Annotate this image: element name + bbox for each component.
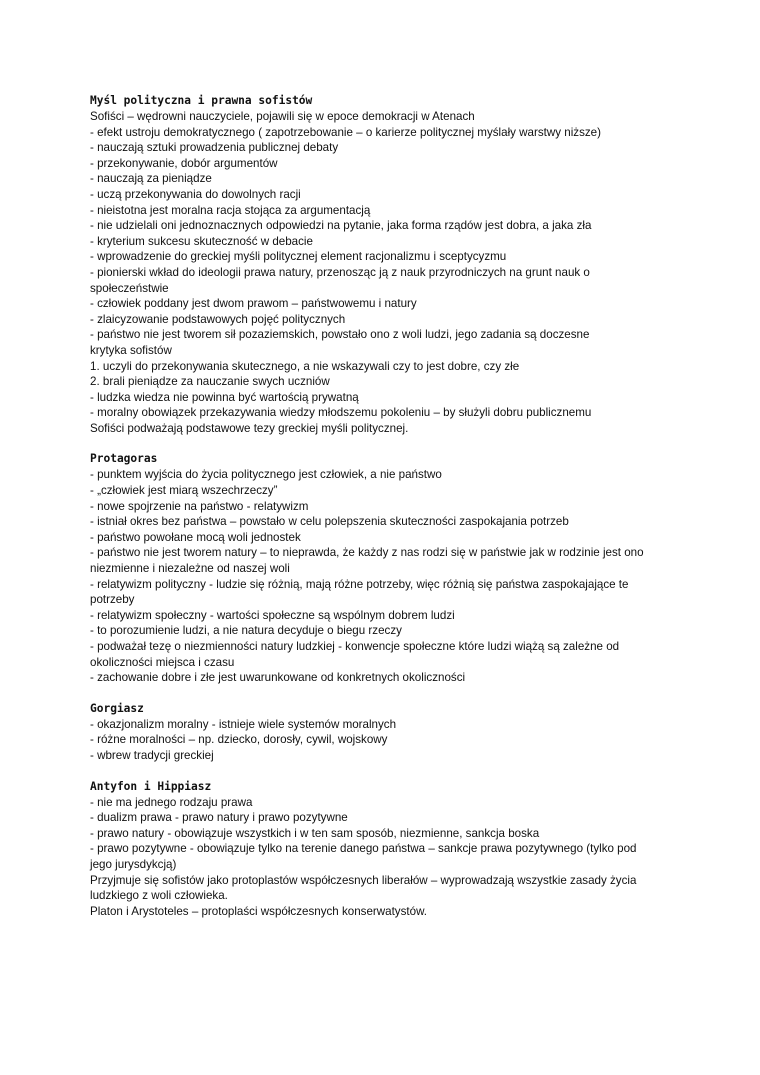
text-line: - nie ma jednego rodzaju prawa — [90, 795, 253, 809]
section-gap — [90, 686, 690, 701]
section-gap — [90, 436, 690, 451]
text-line: okoliczności miejsca i czasu — [90, 655, 235, 669]
section-4 — [90, 779, 690, 920]
text-line: - państwo powołane mocą woli jednostek — [90, 530, 301, 544]
text-line: - nie udzielali oni jednoznacznych odpowiedzi na pytanie, jaka forma rządów jest dobra, a jaka zła — [90, 219, 592, 233]
text-line: Sofiści podważają podstawowe tezy greckiej myśli politycznej. — [90, 421, 409, 435]
document-page — [90, 93, 690, 919]
section-3 — [90, 701, 690, 764]
text-line: - pionierski wkład do ideologii prawa natury, przenosząc ją z nauk przyrodniczych na grunt nauk o — [90, 265, 590, 279]
text-line: - wprowadzenie do greckiej myśli politycznej element racjonalizmu i sceptycyzmu — [90, 250, 507, 264]
text-line: jego jurysdykcją) — [90, 857, 177, 871]
text-line: społeczeństwie — [90, 281, 169, 295]
section-title: Antyfon i Hippiasz — [90, 779, 212, 793]
text-line: - wbrew tradycji greckiej — [90, 748, 214, 762]
text-line: - różne moralności – np. dziecko, dorosły, cywil, wojskowy — [90, 733, 388, 747]
text-line: - okazjonalizm moralny - istnieje wiele systemów moralnych — [90, 717, 397, 731]
text-line: - kryterium sukcesu skuteczność w debacie — [90, 234, 313, 248]
section-gap — [90, 764, 690, 779]
text-line: - ludzka wiedza nie powinna być wartością prywatną — [90, 390, 359, 404]
text-line: - państwo nie jest tworem natury – to nieprawda, że każdy z nas rodzi się w państwie jak w rodzinie jest ono — [90, 546, 644, 560]
text-line: - nieistotna jest moralna racja stojąca za argumentacją — [90, 203, 371, 217]
text-line: - człowiek poddany jest dwom prawom – państwowemu i natury — [90, 297, 417, 311]
text-line: - zachowanie dobre i złe jest uwarunkowane od konkretnych okoliczności — [90, 671, 466, 685]
section-2 — [90, 451, 690, 685]
text-line: ludzkiego z woli człowieka. — [90, 889, 228, 903]
text-line: - nowe spojrzenie na państwo - relatywizm — [90, 499, 309, 513]
text-line: niezmienne i niezależne od naszej woli — [90, 562, 290, 576]
text-line: - to porozumienie ludzi, a nie natura decyduje o biegu rzeczy — [90, 624, 402, 638]
text-line: - istniał okres bez państwa – powstało w celu polepszenia skuteczności zaspokajania potrzeb — [90, 515, 569, 529]
section-title: Myśl polityczna i prawna sofistów — [90, 94, 313, 107]
text-line: - prawo pozytywne - obowiązuje tylko na terenie danego państwa – sankcje prawa pozytywnego (tylko pod — [90, 842, 637, 856]
text-line: krytyka sofistów — [90, 343, 172, 357]
text-line: - zlaicyzowanie podstawowych pojęć politycznych — [90, 312, 346, 326]
text-line: - podważał tezę o niezmienności natury ludzkiej - konwencje społeczne które ludzi wiążą są zależne od — [90, 640, 620, 653]
text-line: - efekt ustroju demokratycznego ( zapotrzebowanie – o karierze politycznej myślały warstwy niższe) — [90, 125, 601, 139]
section-title: Gorgiasz — [90, 701, 144, 715]
text-line: Platon i Arystoteles – protoplaści współczesnych konserwatystów. — [90, 904, 428, 918]
text-line: - nauczają sztuki prowadzenia publicznej debaty — [90, 141, 339, 155]
text-line: Sofiści – wędrowni nauczyciele, pojawili się w epoce demokracji w Atenach — [90, 110, 475, 123]
section-title: Protagoras — [90, 452, 158, 466]
text-line: - relatywizm polityczny - ludzie się różnią, mają różne potrzeby, więc różnią się państwa zaspokajające te — [90, 577, 629, 591]
text-line: 1. uczyli do przekonywania skutecznego, a nie wskazywali czy to jest dobre, czy złe — [90, 359, 520, 373]
text-line: - prawo natury - obowiązuje wszystkich i w ten sam sposób, niezmienne, sankcja boska — [90, 826, 540, 840]
text-line: - moralny obowiązek przekazywania wiedzy młodszemu pokoleniu – by służyli dobru publicznemu — [90, 406, 592, 420]
text-line: - przekonywanie, dobór argumentów — [90, 156, 278, 170]
text-line: - punktem wyjścia do życia politycznego jest człowiek, a nie państwo — [90, 468, 442, 482]
section-1 — [90, 93, 690, 436]
text-line: - relatywizm społeczny - wartości społeczne są wspólnym dobrem ludzi — [90, 608, 455, 622]
text-line: - uczą przekonywania do dowolnych racji — [90, 187, 301, 201]
text-line: - dualizm prawa - prawo natury i prawo pozytywne — [90, 811, 348, 825]
text-line: - nauczają za pieniądze — [90, 172, 212, 186]
text-line: - państwo nie jest tworem sił pozaziemskich, powstało ono z woli ludzi, jego zadania są doczesne — [90, 328, 590, 342]
text-line: - „człowiek jest miarą wszechrzeczy” — [90, 484, 278, 498]
text-line: Przyjmuje się sofistów jako protoplastów współczesnych liberałów – wyprowadzają wszystkie zasady życia — [90, 873, 637, 887]
text-line: potrzeby — [90, 593, 135, 607]
text-line: 2. brali pieniądze za nauczanie swych uczniów — [90, 375, 330, 389]
